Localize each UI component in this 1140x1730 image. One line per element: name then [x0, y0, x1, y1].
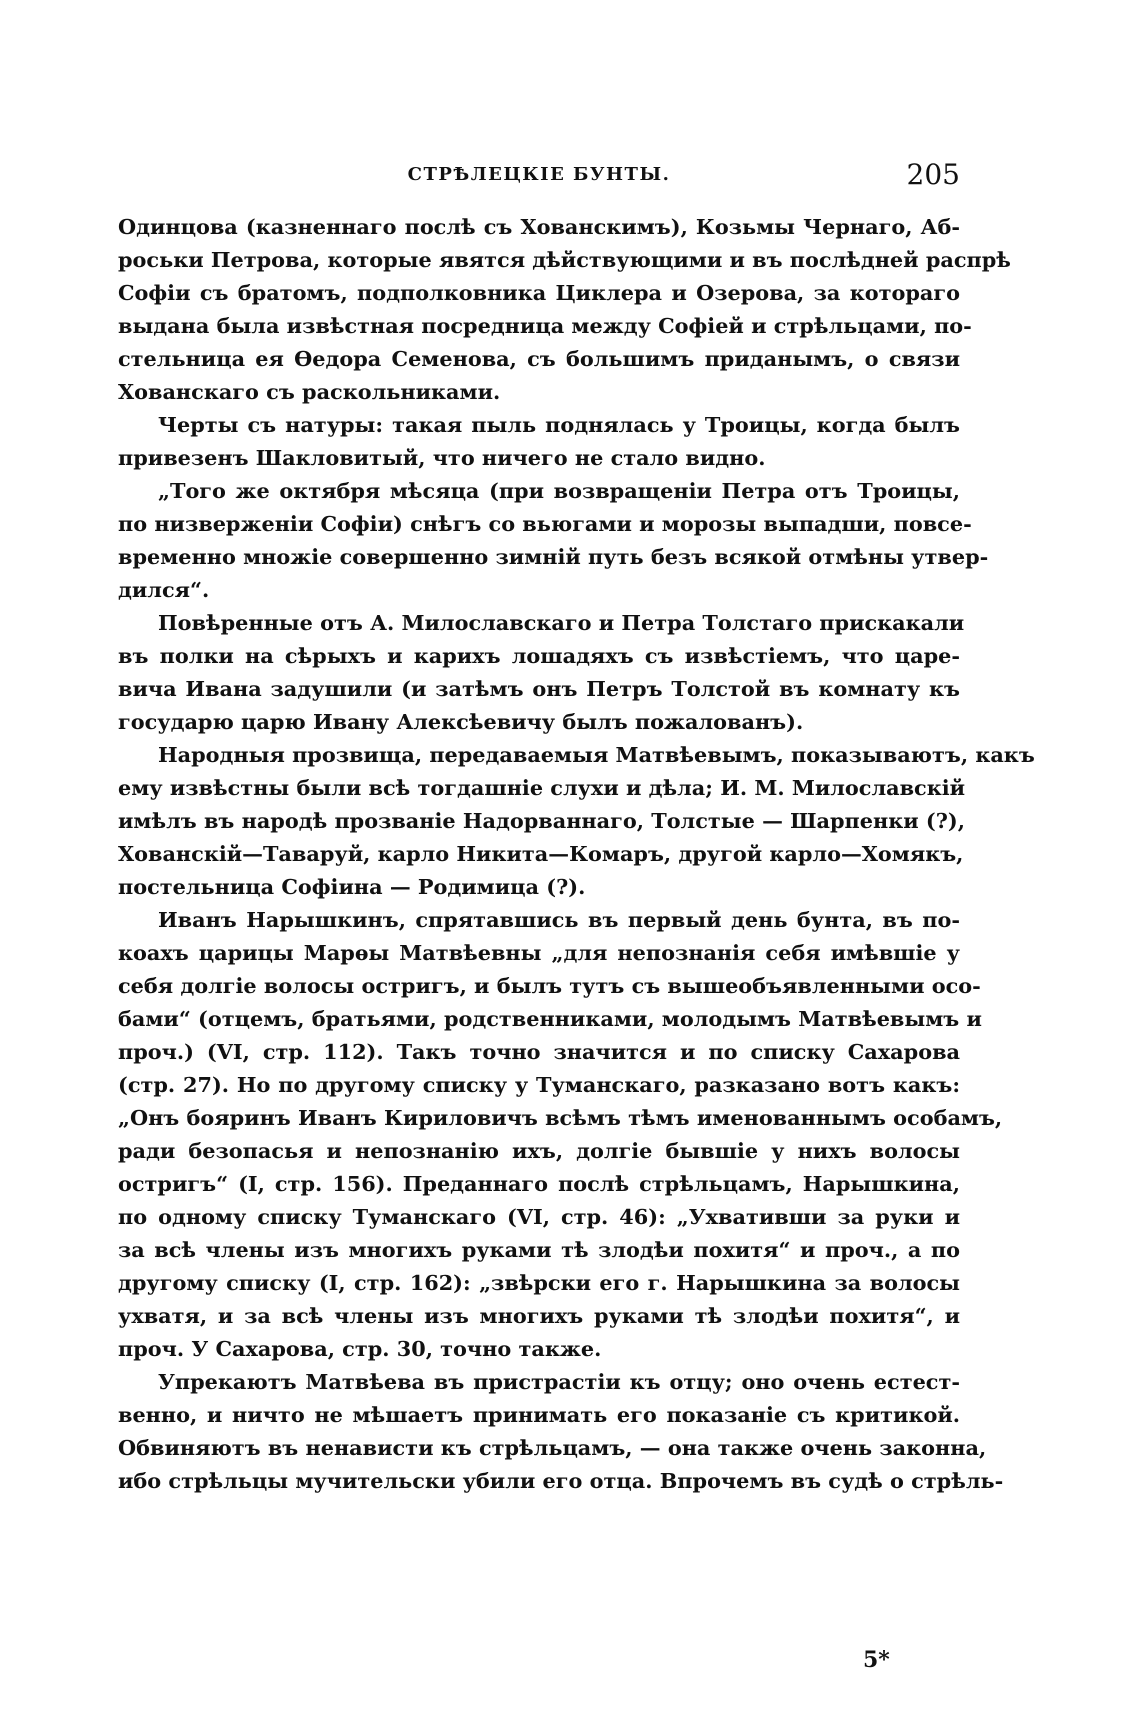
- page-number: 205: [906, 158, 960, 191]
- text-line: ради безопасья и непознанію ихъ, долгіе бывшіе у нихъ волосы: [118, 1138, 960, 1163]
- text-line: роськи Петрова, которые явятся дѣйствующими и въ послѣдней распрѣ: [118, 247, 1011, 272]
- text-line: Одинцова (казненнаго послѣ съ Хованскимъ), Козьмы Чернаго, Аб-: [118, 214, 960, 239]
- text-line: ибо стрѣльцы мучительски убили его отца. Впрочемъ въ судѣ о стрѣль-: [118, 1468, 1004, 1493]
- text-line: „Того же октября мѣсяца (при возвращеніи Петра отъ Троицы,: [158, 478, 960, 503]
- text-line: имѣлъ въ народѣ прозваніе Надорваннаго, Толстые — Шарпенки (?),: [118, 808, 965, 833]
- text-line: въ полки на сѣрыхъ и карихъ лошадяхъ съ извѣстіемъ, что царе-: [118, 643, 960, 668]
- text-line: коахъ царицы Марѳы Матвѣевны „для непознанія себя имѣвшіе у: [118, 940, 960, 965]
- text-line: „Онъ бояринъ Иванъ Кириловичъ всѣмъ тѣмъ именованнымъ особамъ,: [118, 1105, 1003, 1130]
- text-line: Хованскаго съ раскольниками.: [118, 379, 501, 404]
- text-line: Софіи съ братомъ, подполковника Циклера и Озерова, за котораго: [118, 280, 960, 305]
- text-line: бами“ (отцемъ, братьями, родственниками, молодымъ Матвѣевымъ и: [118, 1006, 982, 1031]
- text-line: Упрекаютъ Матвѣева въ пристрастіи къ отцу; оно очень естест-: [158, 1369, 960, 1394]
- text-line: выдана была извѣстная посредница между Софіей и стрѣльцами, по-: [118, 313, 972, 338]
- text-line: проч.) (VI, стр. 112). Такъ точно значится и по списку Сахарова: [118, 1039, 960, 1064]
- text-line: проч. У Сахарова, стр. 30, точно также.: [118, 1336, 602, 1361]
- text-line: остригъ“ (I, стр. 156). Преданнаго послѣ стрѣльцамъ, Нарышкина,: [118, 1171, 960, 1196]
- text-line: Народныя прозвища, передаваемыя Матвѣевымъ, показываютъ, какъ: [158, 742, 1035, 767]
- text-line: привезенъ Шакловитый, что ничего не стало видно.: [118, 445, 766, 470]
- text-line: ему извѣстны были всѣ тогдашніе слухи и дѣла; И. М. Милославскій: [118, 775, 966, 800]
- text-line: временно множіе совершенно зимній путь безъ всякой отмѣны утвер-: [118, 544, 989, 569]
- text-line: государю царю Ивану Алексѣевичу былъ пожалованъ).: [118, 709, 804, 734]
- signature-mark: 5*: [863, 1647, 890, 1673]
- text-line: другому списку (I, стр. 162): „звѣрски его г. Нарышкина за волосы: [118, 1270, 960, 1295]
- text-line: Хованскій—Таваруй, карло Никита—Комаръ, другой карло—Хомякъ,: [118, 841, 964, 866]
- body-text: [118, 210, 1035, 1497]
- text-line: Иванъ Нарышкинъ, спрятавшись въ первый день бунта, въ по-: [158, 907, 960, 932]
- text-line: за всѣ члены изъ многихъ руками тѣ злодѣи похитя“ и проч., а по: [118, 1237, 960, 1262]
- text-line: Обвиняютъ въ ненависти къ стрѣльцамъ, — она также очень законна,: [118, 1435, 987, 1460]
- text-line: по низверженіи Софіи) снѣгъ со вьюгами и морозы выпадши, повсе-: [118, 511, 972, 536]
- text-line: постельница Софіина — Родимица (?).: [118, 874, 586, 899]
- text-line: стельница ея Ѳедора Семенова, съ большимъ приданымъ, о связи: [118, 346, 960, 371]
- text-line: Повѣренные отъ А. Милославскаго и Петра Толстаго прискакали: [158, 610, 965, 635]
- text-line: вича Ивана задушили (и затѣмъ онъ Петръ Толстой въ комнату къ: [118, 676, 960, 701]
- text-line: себя долгіе волосы остригъ, и былъ тутъ съ вышеобъявленными осо-: [118, 973, 981, 998]
- text-line: дился“.: [118, 577, 210, 602]
- text-line: (стр. 27). Но по другому списку у Туманскаго, разказано вотъ какъ:: [118, 1072, 960, 1097]
- text-line: Черты съ натуры: такая пыль поднялась у Троицы, когда былъ: [158, 412, 960, 437]
- text-line: ухватя, и за всѣ члены изъ многихъ руками тѣ злодѣи похитя“, и: [118, 1303, 960, 1328]
- text-line: венно, и ничто не мѣшаетъ принимать его показаніе съ критикой.: [118, 1402, 960, 1427]
- text-line: по одному списку Туманскаго (VI, стр. 46): „Ухвативши за руки и: [118, 1204, 960, 1229]
- running-title: СТРѢЛЕЦКІЕ БУНТЫ.: [407, 164, 671, 185]
- running-head: [118, 158, 960, 192]
